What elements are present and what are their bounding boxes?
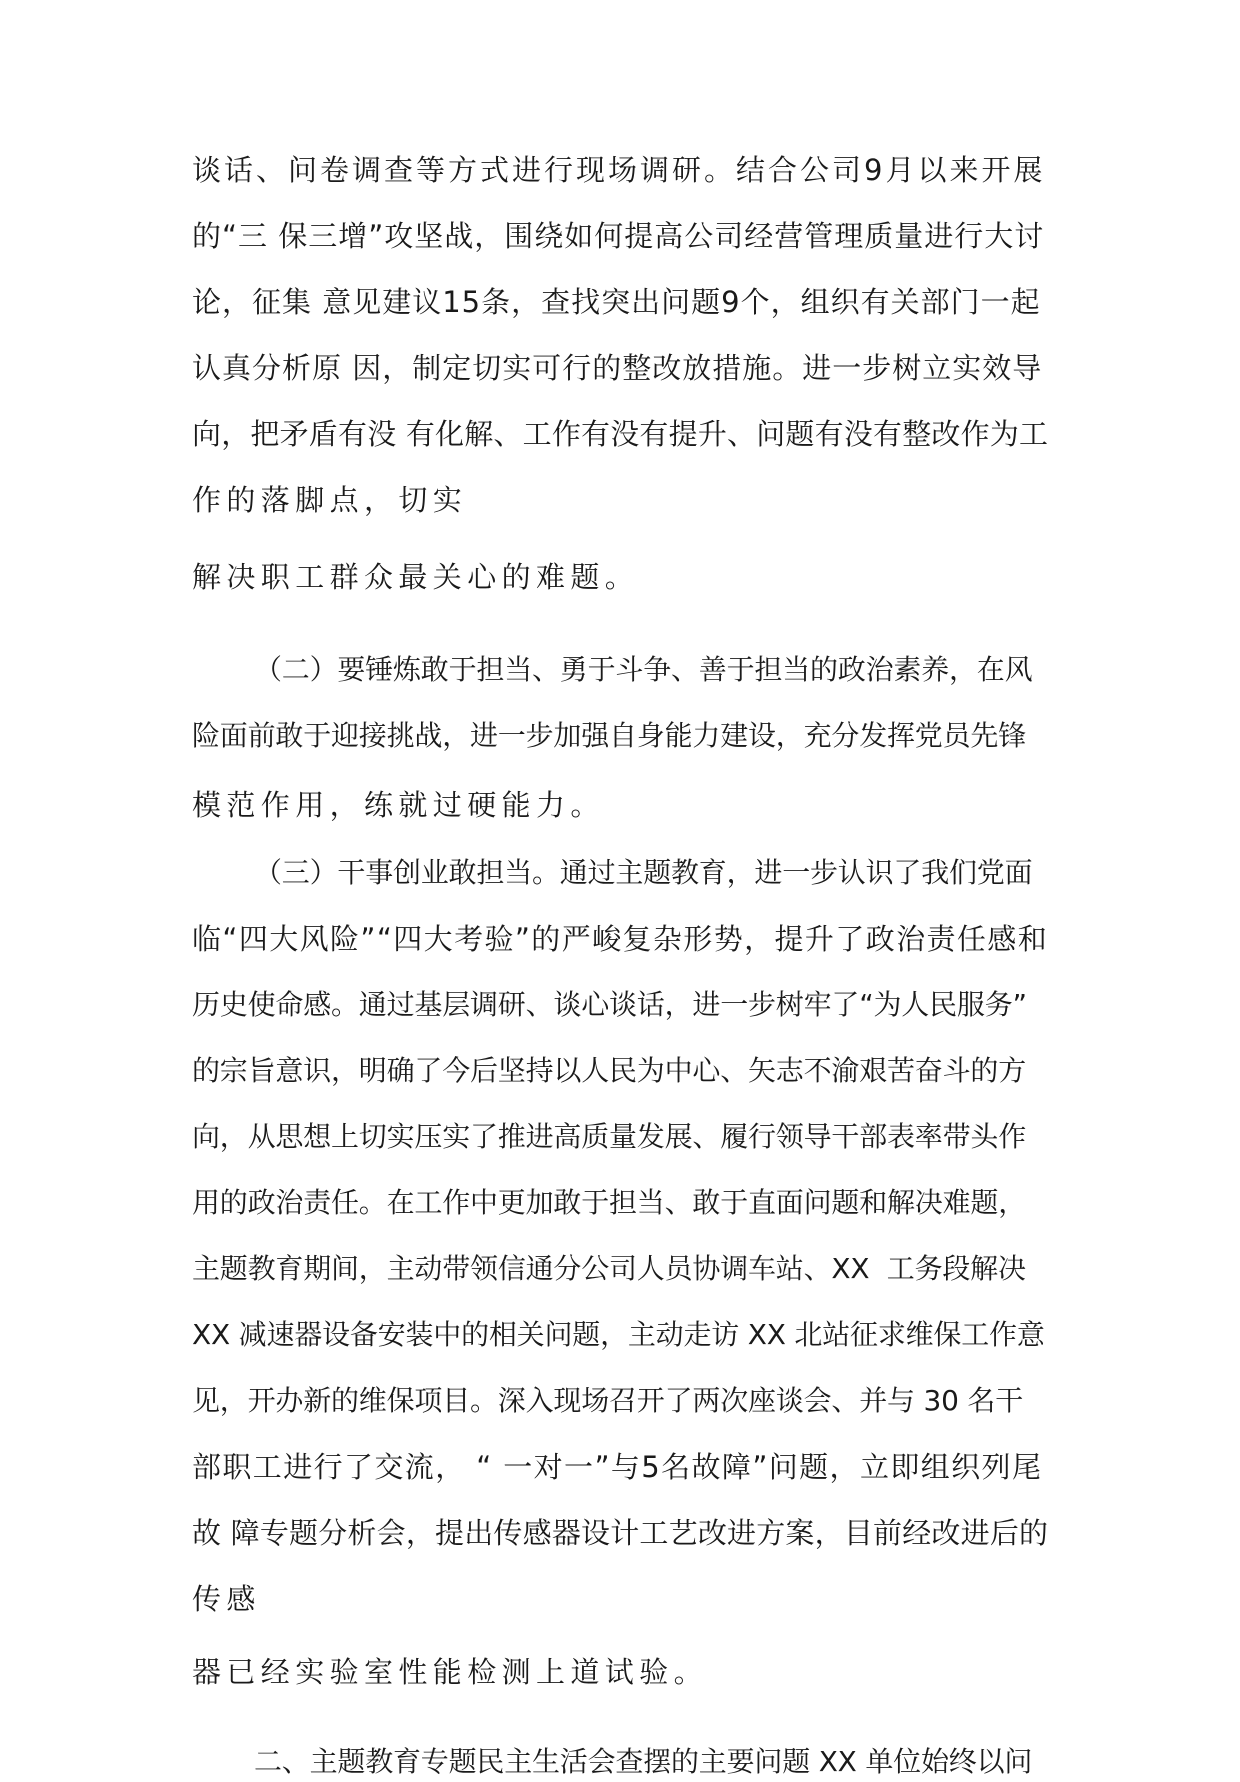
text-line: 险面前敢于迎接挑战，进一步加强自身能力建设，充分发挥党员先锋 — [192, 719, 1027, 752]
section-two-heading: 二、主题教育专题民主生活会查摆的主要问题 XX 单位始终以问 — [254, 1745, 1033, 1778]
text-line: 用的政治责任。在工作中更加敢于担当、敢于直面问题和解决难题， — [192, 1186, 1027, 1219]
text-line: 认真分析原 因，制定切实可行的整改放措施。进一步树立实效导 — [192, 351, 1043, 385]
text-line: 向，把矛盾有没 有化解、工作有没有提升、问题有没有整改作为工 — [192, 417, 1049, 451]
text-line: 主题教育期间，主动带领信通分公司人员协调车站、XX 工务段解决 — [192, 1252, 1026, 1285]
text-line: 临“四大风险”“四大考验”的严峻复杂形势，提升了政治责任感和 — [192, 922, 1049, 956]
text-line: 历史使命感。通过基层调研、谈心谈话，进一步树牢了“为人民服务” — [192, 988, 1027, 1021]
text-line: 的宗旨意识，明确了今后坚持以人民为中心、矢志不渝艰苦奋斗的方 — [192, 1054, 1027, 1087]
text-line: 传感 — [192, 1582, 261, 1616]
text-line: 模范作用，练就过硬能力。 — [192, 788, 605, 822]
text-line: 谈话、问卷调查等方式进行现场调研。结合公司9月以来开展 — [192, 153, 1046, 187]
text-line: XX 减速器设备安装中的相关问题，主动走访 XX 北站征求维保工作意 — [192, 1318, 1045, 1351]
text-line: 的“三 保三增”攻坚战，围绕如何提高公司经营管理质量进行大讨 — [192, 219, 1045, 253]
text-line: 向，从思想上切实压实了推进高质量发展、履行领导干部表率带头作 — [192, 1120, 1027, 1153]
text-line: 器已经实验室性能检测上道试验。 — [192, 1655, 709, 1689]
text-line: 解决职工群众最关心的难题。 — [192, 560, 640, 594]
text-line: 部职工进行了交流， “ 一对一”与5名故障”问题，立即组织列尾 — [192, 1450, 1043, 1484]
text-line: 论，征集 意见建议15条，查找突出问题9个，组织有关部门一起 — [192, 285, 1041, 319]
paragraph-two-start: （二）要锤炼敢于担当、勇于斗争、善于担当的政治素养，在风 — [254, 653, 1033, 686]
paragraph-three-start: （三）干事创业敢担当。通过主题教育，进一步认识了我们党面 — [254, 856, 1033, 889]
text-line: 见，开办新的维保项目。深入现场召开了两次座谈会、并与 30 名干 — [192, 1384, 1024, 1417]
text-line: 故 障专题分析会，提出传感器设计工艺改进方案，目前经改进后的 — [192, 1516, 1049, 1550]
text-line: 作的落脚点，切实 — [192, 483, 468, 517]
